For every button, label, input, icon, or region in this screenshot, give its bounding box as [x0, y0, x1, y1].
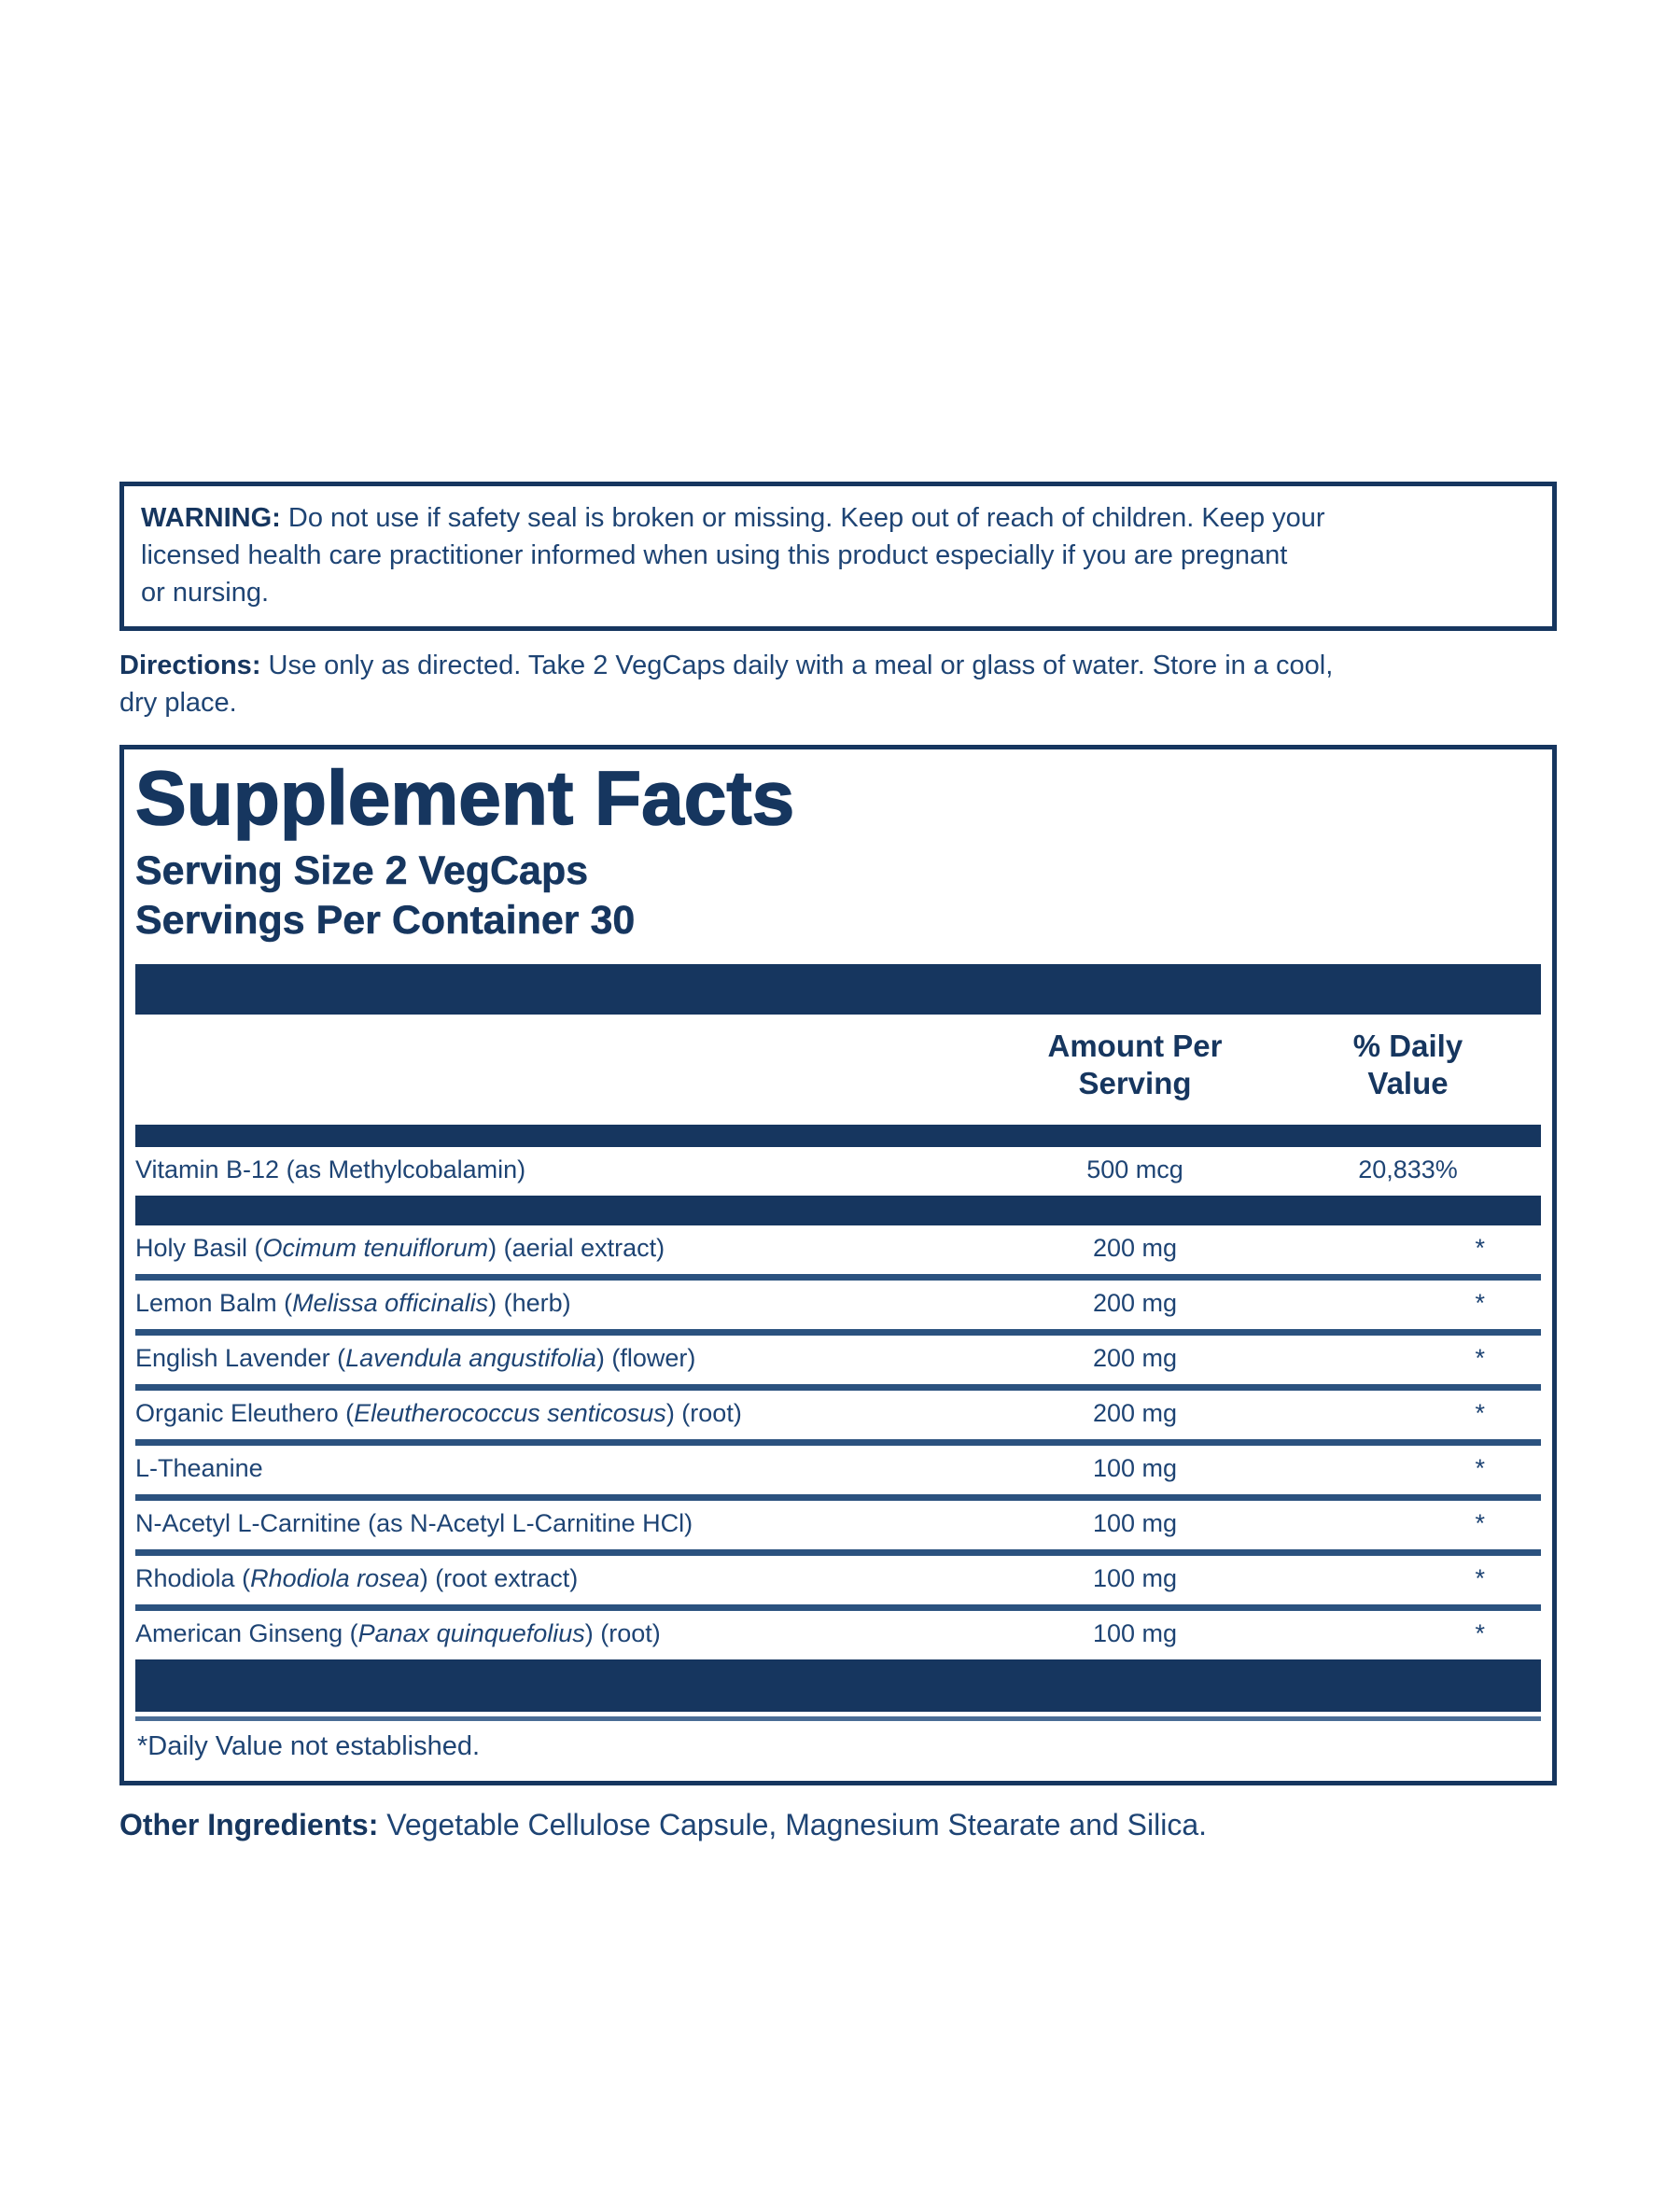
ingredient-name: L-Theanine — [135, 1454, 263, 1482]
directions-section — [119, 647, 1557, 721]
ingredient-amount: 200 mg — [1092, 1234, 1178, 1262]
other-ingredients-text: Vegetable Cellulose Capsule, Magnesium Stearate and Silica. — [378, 1808, 1207, 1841]
table-row-lemon-balm: Lemon Balm (Melissa officinalis) (herb) 200 mg * — [135, 1274, 1541, 1329]
ingredient-amount: 200 mg — [1092, 1399, 1178, 1427]
supplement-facts-title: Supplement Facts — [135, 756, 795, 841]
ingredient-name: Vitamin B-12 (as Methylcobalamin) — [135, 1155, 526, 1183]
ingredient-name: N-Acetyl L-Carnitine (as N-Acetyl L-Carnitine HCl) — [135, 1509, 693, 1537]
ingredient-daily-value: * — [1475, 1564, 1485, 1592]
ingredient-amount: 100 mg — [1092, 1509, 1178, 1537]
warning-text-2: licensed health care practitioner informed when using this product especially if you are pregnant — [141, 540, 1288, 570]
warning-text-1: Do not use if safety seal is broken or missing. Keep out of reach of children. Keep your — [280, 503, 1325, 533]
supplement-facts-panel — [119, 745, 1557, 1785]
ingredient-daily-value: * — [1475, 1344, 1485, 1372]
ingredient-daily-value: * — [1475, 1399, 1485, 1427]
other-ingredients-label: Other Ingredients: — [119, 1808, 379, 1841]
warning-label: WARNING: — [141, 503, 281, 533]
directions-line — [119, 647, 1557, 684]
ingredient-amount: 100 mg — [1092, 1619, 1178, 1647]
directions-text-2: dry place. — [119, 688, 237, 718]
serving-size: Serving Size 2 VegCaps — [135, 848, 589, 893]
ingredient-name: English Lavender ( — [135, 1344, 346, 1372]
table-header-row — [135, 1015, 1541, 1117]
table-row-organic-eleuthero: Organic Eleuthero (Eleutherococcus senticosus) (root) 200 mg * — [135, 1384, 1541, 1439]
table-row-l-theanine — [135, 1439, 1541, 1494]
header-amount-per-serving: Amount Per Serving — [1047, 1029, 1223, 1100]
header-percent-daily-value: % Daily Value — [1352, 1029, 1463, 1100]
divider-bar-bottom — [135, 1659, 1541, 1712]
servings-per-container: Servings Per Container 30 — [135, 898, 636, 943]
table-row-american-ginseng: American Ginseng (Panax quinquefolius) (root) 100 mg * — [135, 1604, 1541, 1659]
ingredient-name: Organic Eleuthero ( — [135, 1399, 355, 1427]
ingredient-name: American Ginseng ( — [135, 1619, 358, 1647]
other-ingredients-section — [119, 1805, 1557, 1844]
table-row-n-acetyl-l-carnitine — [135, 1494, 1541, 1549]
warning-box — [119, 482, 1557, 631]
ingredient-daily-value: * — [1475, 1619, 1485, 1647]
herb-rows — [135, 1225, 1541, 1659]
divider-bar-header — [135, 1125, 1541, 1147]
ingredient-daily-value: * — [1475, 1289, 1485, 1317]
ingredient-name: Lemon Balm ( — [135, 1289, 293, 1317]
label-content — [119, 482, 1557, 1844]
ingredient-amount: 100 mg — [1092, 1564, 1178, 1592]
ingredient-amount: 100 mg — [1092, 1454, 1178, 1482]
directions-text-1: Use only as directed. Take 2 VegCaps daily with a meal or glass of water. Store in a cool, — [260, 651, 1334, 680]
table-row-vitamin-b12 — [135, 1147, 1541, 1196]
warning-text-3: or nursing. — [141, 578, 270, 608]
daily-value-footnote: *Daily Value not established. — [137, 1731, 481, 1761]
ingredient-name: Holy Basil ( — [135, 1234, 263, 1262]
warning-line — [141, 499, 1535, 537]
ingredient-daily-value: * — [1475, 1234, 1485, 1262]
ingredient-daily-value: 20,833% — [1358, 1155, 1458, 1183]
ingredient-daily-value: * — [1475, 1454, 1485, 1482]
ingredient-amount: 200 mg — [1092, 1289, 1178, 1317]
divider-bar-top — [135, 964, 1541, 1015]
ingredient-amount: 500 mcg — [1086, 1155, 1183, 1183]
ingredient-daily-value: * — [1475, 1509, 1485, 1537]
table-row-rhodiola: Rhodiola (Rhodiola rosea) (root extract) 100 mg * — [135, 1549, 1541, 1604]
directions-label: Directions: — [119, 651, 261, 680]
divider-bar-vitamin — [135, 1196, 1541, 1225]
table-row-holy-basil: Holy Basil (Ocimum tenuiflorum) (aerial extract) 200 mg * — [135, 1225, 1541, 1274]
ingredient-name: Rhodiola ( — [135, 1564, 251, 1592]
table-row-english-lavender: English Lavender (Lavendula angustifolia) (flower) 200 mg * — [135, 1329, 1541, 1384]
ingredient-amount: 200 mg — [1092, 1344, 1178, 1372]
